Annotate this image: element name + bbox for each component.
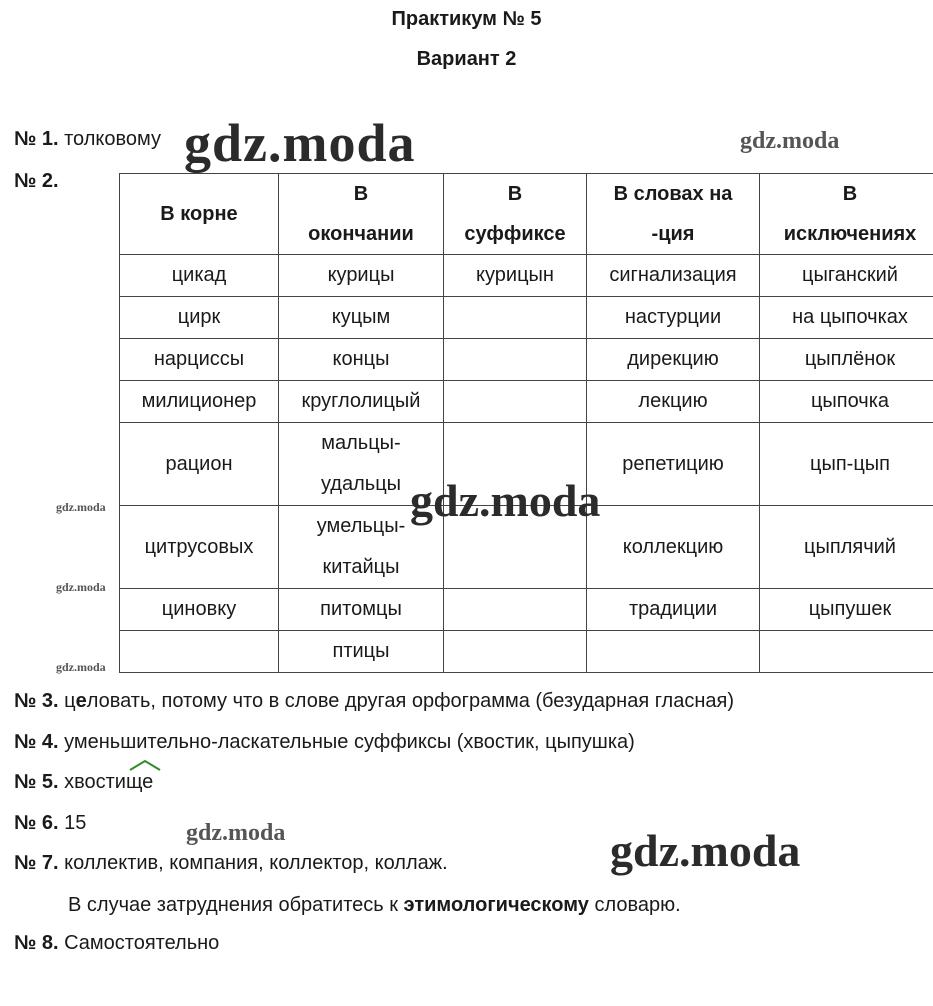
table-cell: концы: [279, 339, 444, 381]
table-cell: репетицию: [587, 423, 760, 506]
column-header-exceptions: В исключениях: [760, 174, 933, 255]
task-8-number: № 8.: [14, 932, 59, 954]
table-cell: коллекцию: [587, 506, 760, 589]
task-4-number: № 4.: [14, 731, 59, 753]
table-cell: [444, 297, 587, 339]
table-cell: дирекцию: [587, 339, 760, 381]
table-cell: сигнализация: [587, 255, 760, 297]
table-row: [120, 255, 933, 297]
table-cell: питомцы: [279, 589, 444, 631]
table-cell: [587, 631, 760, 673]
table-cell: круглолицый: [279, 381, 444, 423]
table-cell: нарциссы: [120, 339, 279, 381]
table-cell: цыганский: [760, 255, 933, 297]
spelling-table: [119, 173, 933, 673]
stressed-vowel: е: [75, 690, 87, 712]
table-cell: [444, 339, 587, 381]
task-7-answer: коллектив, компания, коллектор, коллаж.: [64, 852, 448, 874]
task-1-answer: толковому: [64, 128, 161, 150]
table-cell: мальцы- удальцы: [279, 423, 444, 506]
table-cell: на цыпочках: [760, 297, 933, 339]
table-row: [120, 297, 933, 339]
task-2-number: № 2.: [14, 170, 59, 192]
table-cell: лекцию: [587, 381, 760, 423]
task-1-number: № 1.: [14, 128, 59, 150]
table-cell: курицын: [444, 255, 587, 297]
column-header-root: В корне: [120, 174, 279, 255]
table-cell: [444, 589, 587, 631]
table-cell: цитрусовых: [120, 506, 279, 589]
table-header-row: [120, 174, 933, 255]
variant-title: Вариант 2: [416, 48, 517, 70]
column-header-ending: В окончании: [279, 174, 444, 255]
task-4-answer: уменьшительно-ласкательные суффиксы (хвостик, цыпушка): [64, 731, 635, 753]
task-3-answer: целовать, потому что в слове другая орфограмма (безударная гласная): [64, 690, 735, 712]
task-4: [14, 731, 635, 754]
table-cell: птицы: [279, 631, 444, 673]
column-header-suffix: В суффиксе: [444, 174, 587, 255]
table-cell: цыплячий: [760, 506, 933, 589]
table-cell: циновку: [120, 589, 279, 631]
watermark-logo: gdz.moda: [186, 820, 286, 846]
table-row: [120, 589, 933, 631]
suffix-mark-icon: [128, 758, 162, 772]
practicum-title: Практикум № 5: [391, 8, 542, 30]
table-row: [120, 631, 933, 673]
task-7: [14, 852, 448, 875]
table-cell: умельцы- китайцы: [279, 506, 444, 589]
table-row: [120, 381, 933, 423]
task-7-note: В случае затруднения обратитесь к этимологическому словарю.: [68, 894, 681, 916]
watermark-logo: gdz.moda: [410, 475, 601, 526]
task-6-answer: 15: [64, 812, 87, 834]
table-cell: [760, 631, 933, 673]
watermark-logo: gdz.moda: [184, 113, 416, 173]
task-7-number: № 7.: [14, 852, 59, 874]
table-cell: курицы: [279, 255, 444, 297]
table-cell: милиционер: [120, 381, 279, 423]
table-cell: [444, 631, 587, 673]
dictionary-type: этимологическому: [403, 894, 589, 916]
watermark-logo: gdz.moda: [740, 128, 840, 154]
task-8-answer: Самостоятельно: [64, 932, 220, 954]
task-2: [14, 170, 59, 193]
watermark-logo: gdz.moda: [56, 580, 106, 594]
task-3-number: № 3.: [14, 690, 59, 712]
table-row: [120, 339, 933, 381]
watermark-logo: gdz.moda: [610, 825, 801, 876]
task-6-number: № 6.: [14, 812, 59, 834]
task-5-number: № 5.: [14, 771, 59, 793]
task-3: [14, 690, 734, 713]
task-1: [14, 128, 161, 151]
table-cell: куцым: [279, 297, 444, 339]
table-cell: цыплёнок: [760, 339, 933, 381]
watermark-logo: gdz.moda: [56, 500, 106, 514]
table-cell: цып-цып: [760, 423, 933, 506]
task-8: [14, 932, 219, 955]
table-cell: рацион: [120, 423, 279, 506]
table-cell: цикад: [120, 255, 279, 297]
table-cell: [444, 381, 587, 423]
table-cell: цыпочка: [760, 381, 933, 423]
task-5: [14, 771, 153, 794]
table-cell: цыпушек: [760, 589, 933, 631]
watermark-logo: gdz.moda: [56, 660, 106, 674]
table-cell: цирк: [120, 297, 279, 339]
task-5-answer: хвостище: [64, 771, 154, 793]
task-6: [14, 812, 86, 835]
table-cell: настурции: [587, 297, 760, 339]
column-header-tsiya: В словах на -ция: [587, 174, 760, 255]
table-cell: традиции: [587, 589, 760, 631]
table-cell: [120, 631, 279, 673]
